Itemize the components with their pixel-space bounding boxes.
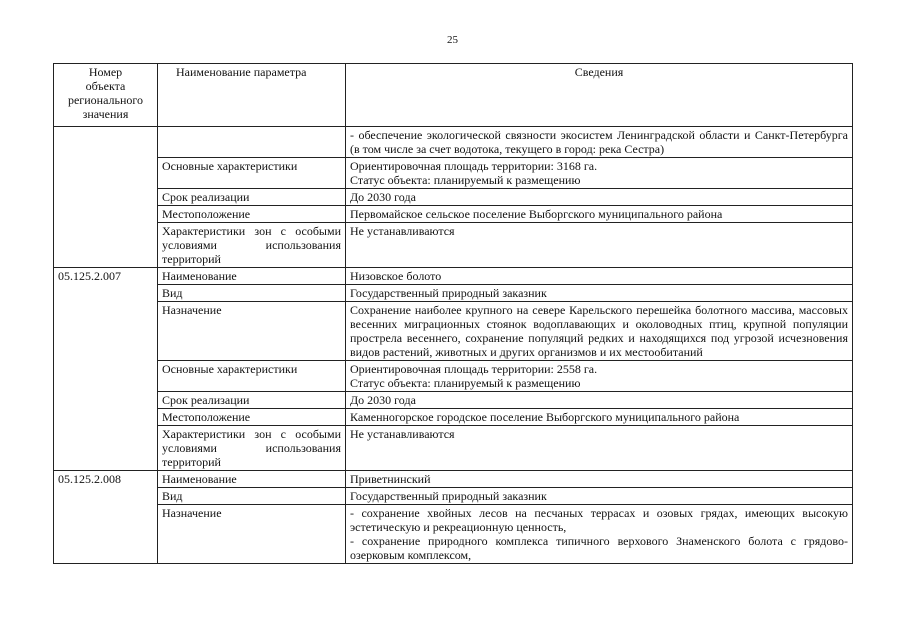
header-information: Сведения <box>346 64 853 127</box>
table-row <box>54 206 853 223</box>
parameter-name-cell: Наименование <box>158 268 346 285</box>
information-cell <box>346 158 853 189</box>
parameter-name-cell: Назначение <box>158 505 346 564</box>
object-number-cell: 05.125.2.007 <box>54 268 158 471</box>
information-cell: До 2030 года <box>346 189 853 206</box>
information-line: Статус объекта: планируемый к размещению <box>350 173 581 187</box>
parameter-name-cell: Назначение <box>158 302 346 361</box>
parameter-name-cell: Местоположение <box>158 206 346 223</box>
table-row <box>54 361 853 392</box>
table-row <box>54 268 853 285</box>
table-row <box>54 189 853 206</box>
table-row <box>54 471 853 488</box>
information-cell <box>346 361 853 392</box>
table-row <box>54 285 853 302</box>
table-row <box>54 223 853 268</box>
information-line: - сохранение природного комплекса типичного верхового Знаменского болота с грядово-озерковым комплексом, <box>350 534 848 562</box>
table-row <box>54 409 853 426</box>
parameter-name-cell: Срок реализации <box>158 392 346 409</box>
table-body <box>54 127 853 564</box>
table-header-row <box>54 64 853 127</box>
information-cell: Государственный природный заказник <box>346 488 853 505</box>
parameter-name-cell <box>158 127 346 158</box>
information-cell: Не устанавливаются <box>346 426 853 471</box>
parameter-name-cell: Основные характеристики <box>158 158 346 189</box>
information-cell <box>346 505 853 564</box>
information-cell: Низовское болото <box>346 268 853 285</box>
parameter-name-cell: Основные характеристики <box>158 361 346 392</box>
parameter-name-cell: Характеристики зон с особыми условиями использования территорий <box>158 426 346 471</box>
information-cell: Не устанавливаются <box>346 223 853 268</box>
information-line: Ориентировочная площадь территории: 3168 га. <box>350 159 598 173</box>
table-row <box>54 488 853 505</box>
information-line: - сохранение хвойных лесов на песчаных террасах и озовых грядах, имеющих высокую эстетическую и рекреационную ценность, <box>350 506 848 534</box>
information-cell: Сохранение наиболее крупного на севере Карельского перешейка болотного массива, массовых весенних миграционных стоянок водоплавающих и околоводных птиц, крупной популяции прострела весеннего, сохранение популяций редких и находящихся под угрозой исчезновения видов растений, животных и других организмов и их местообитаний <box>346 302 853 361</box>
table-row <box>54 158 853 189</box>
header-object-number: Номер объекта регионального значения <box>54 64 158 127</box>
table-row <box>54 302 853 361</box>
information-line: Ориентировочная площадь территории: 2558 га. <box>350 362 598 376</box>
parameter-name-cell: Вид <box>158 488 346 505</box>
information-line: Статус объекта: планируемый к размещению <box>350 376 581 390</box>
parameter-name-cell: Наименование <box>158 471 346 488</box>
table-row <box>54 127 853 158</box>
table-row <box>54 426 853 471</box>
header-parameter-name: Наименование параметра <box>158 64 346 127</box>
information-cell: Приветнинский <box>346 471 853 488</box>
parameter-name-cell: Характеристики зон с особыми условиями использования территорий <box>158 223 346 268</box>
page-number: 25 <box>447 34 458 46</box>
parameter-name-cell: Срок реализации <box>158 189 346 206</box>
object-number-cell <box>54 127 158 268</box>
table-row <box>54 505 853 564</box>
information-cell: Каменногорское городское поселение Выборгского муниципального района <box>346 409 853 426</box>
information-cell: Государственный природный заказник <box>346 285 853 302</box>
information-cell: - обеспечение экологической связности экосистем Ленинградской области и Санкт-Петербурга (в том числе за счет водотока, текущего в город: река Сестра) <box>346 127 853 158</box>
table-row <box>54 392 853 409</box>
parameters-table <box>53 63 853 564</box>
parameter-name-cell: Вид <box>158 285 346 302</box>
information-cell: До 2030 года <box>346 392 853 409</box>
information-cell: Первомайское сельское поселение Выборгского муниципального района <box>346 206 853 223</box>
parameter-name-cell: Местоположение <box>158 409 346 426</box>
object-number-cell: 05.125.2.008 <box>54 471 158 564</box>
